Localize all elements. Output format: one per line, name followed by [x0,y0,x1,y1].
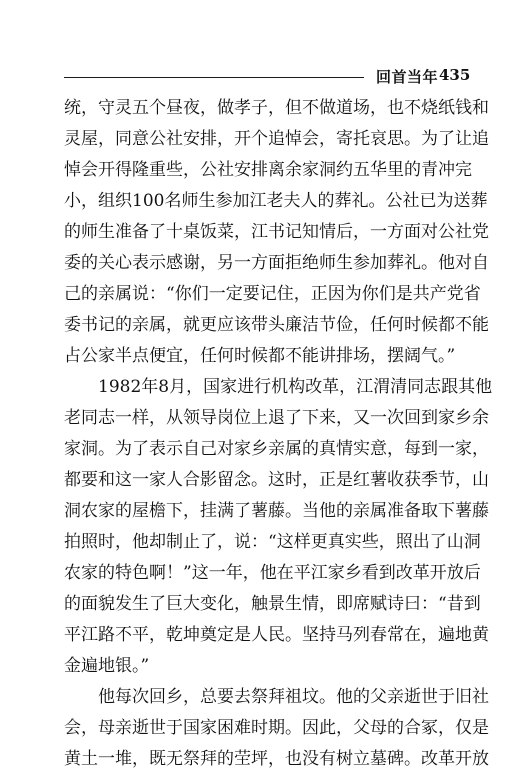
text-line: 占公家半点便宜，任何时候都不能讲排场，摆阔气。” [64,346,456,366]
text-line: 统，守灵五个昼夜，做孝子，但不做道场，也不烧纸钱和 [64,98,489,118]
text-line: 1982年8月，国家进行机构改革，江渭清同志跟其他 [98,377,493,397]
text-line: 洞农家的屋檐下，挂满了薯藤。当他的亲属准备取下薯藤 [64,501,489,521]
text-line: 己的亲属说：“你们一定要记住，正因为你们是共产党省 [64,284,481,304]
text-line: 农家的特色啊！”这一年，他在平江家乡看到改革开放后 [64,563,481,583]
text-line: 会，母亲逝世于国家困难时期。因此，父母的合冢，仅是 [64,718,489,738]
text-line: 悼会开得隆重些，公社安排离余家洞约五华里的青冲完 [64,160,472,180]
text-line: 拍照时，他却制止了，说：“这样更真实些，照出了山洞 [64,532,481,552]
text-line: 他每次回乡，总要去祭拜祖坟。他的父亲逝世于旧社 [98,687,489,707]
text-line: 灵屋，同意公社安排，开个追悼会，寄托哀思。为了让追 [64,129,489,149]
body-text [64,93,493,775]
text-line: 小，组织100名师生参加江老夫人的葬礼。公社已为送葬 [64,191,488,211]
text-line: 黄土一堆，既无祭拜的茔坪，也没有树立墓碑。改革开放 [64,749,489,769]
text-line: 委书记的亲属，就更应该带头廉洁节俭，任何时候都不能 [64,315,489,335]
header-rule [64,77,364,78]
running-title: 回首当年 [376,68,439,86]
text-line: 的师生准备了十桌饭菜，江书记知情后，一方面对公社党 [64,222,489,242]
page-number: 435 [439,66,471,84]
text-line: 平江路不平，乾坤奠定是人民。坚持马列春常在，遍地黄 [64,625,489,645]
page-header [64,66,471,86]
text-line: 家洞。为了表示自己对家乡亲属的真情实意，每到一家， [64,439,489,459]
text-line: 金遍地银。” [64,656,150,676]
text-line: 都要和这一家人合影留念。这时，正是红薯收获季节，山 [64,470,489,490]
text-line: 的面貌发生了巨大变化，触景生情，即席赋诗曰：“昔到 [64,594,481,614]
text-line: 委的关心表示感谢，另一方面拒绝师生参加葬礼。他对自 [64,253,489,273]
text-line: 老同志一样，从领导岗位上退了下来，又一次回到家乡余 [64,408,489,428]
